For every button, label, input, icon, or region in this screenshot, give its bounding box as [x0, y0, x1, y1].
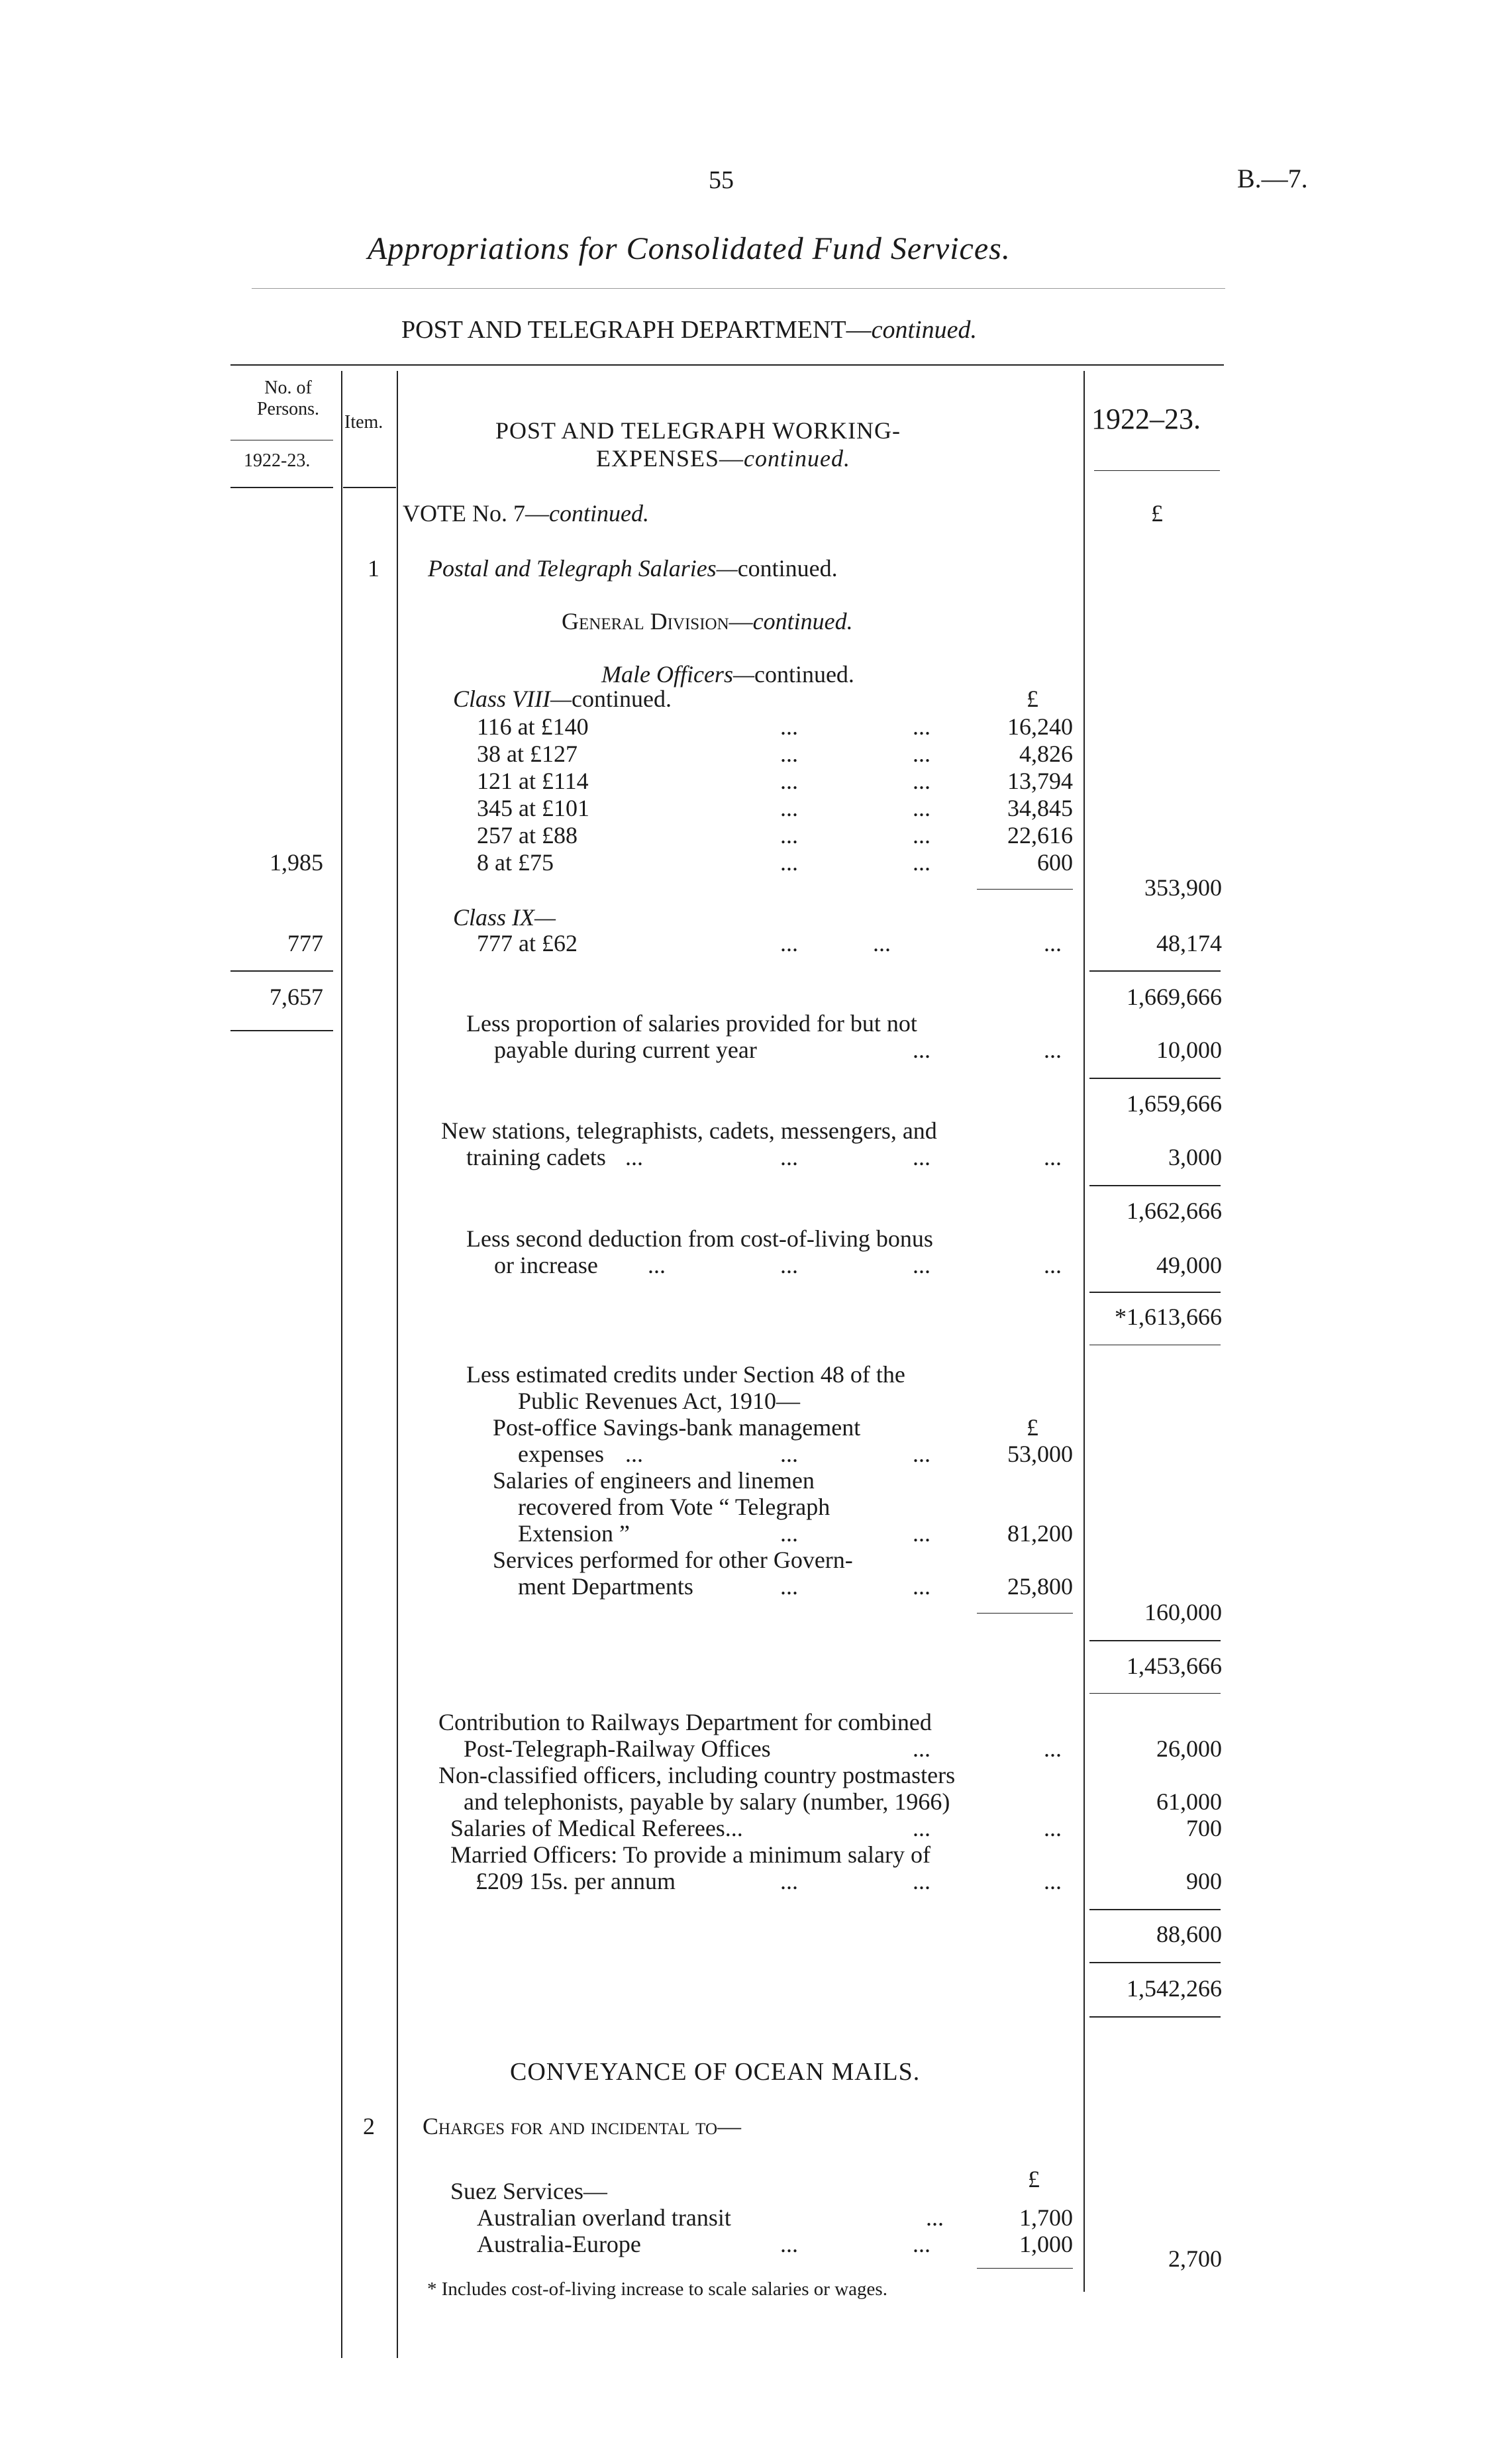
- persons-column-rule: [341, 371, 342, 2358]
- credits-line1: Less estimated credits under Section 48 of the: [466, 1361, 905, 1388]
- total-persons: 7,657: [270, 984, 323, 1010]
- total-5: 1,453,666: [1127, 1653, 1222, 1679]
- leader-dots: ...: [913, 1573, 931, 1600]
- leader-dots: ...: [780, 1520, 798, 1547]
- medical-referees-amount: 700: [1186, 1815, 1222, 1841]
- contribution-line1: Contribution to Railways Department for combined: [438, 1709, 932, 1735]
- leader-dots: ...: [913, 1252, 931, 1278]
- class-8-main: Class VIII—: [453, 686, 572, 712]
- amount-total-rule-7: [1089, 1693, 1221, 1694]
- credit-a-line2: expenses: [518, 1441, 604, 1467]
- amount-total-rule-6: [1089, 1640, 1221, 1641]
- leader-dots: ...: [780, 795, 798, 821]
- class-8-total: 353,900: [1144, 874, 1222, 901]
- leader-dots: ...: [926, 2204, 944, 2231]
- total-3: 1,662,666: [1127, 1198, 1222, 1224]
- credit-c-line1: Services performed for other Govern-: [493, 1547, 853, 1573]
- leader-dots: ...: [1044, 930, 1062, 956]
- less-proportion-line2: payable during current year: [494, 1037, 757, 1063]
- ocean-row-amount: 1,700: [1019, 2204, 1073, 2231]
- leader-dots: ...: [780, 930, 798, 956]
- medical-referees: Salaries of Medical Referees...: [450, 1815, 743, 1841]
- class-8-row-amount: 4,826: [1019, 741, 1073, 767]
- credit-a-line1: Post-office Savings-bank management: [493, 1414, 861, 1441]
- class-9-total: 48,174: [1156, 930, 1222, 956]
- contribution-amount: 26,000: [1156, 1735, 1222, 1762]
- item-column-rule: [397, 371, 398, 2358]
- leader-dots: ...: [625, 1441, 643, 1467]
- leader-dots: ...: [913, 1144, 931, 1170]
- leader-dots: ...: [913, 849, 931, 876]
- new-stations-line1: New stations, telegraphists, cadets, messengers, and: [441, 1117, 937, 1144]
- leader-dots: ...: [780, 849, 798, 876]
- leader-dots: ...: [913, 795, 931, 821]
- vote-main: VOTE No. 7—: [403, 500, 549, 527]
- leader-dots: ...: [780, 1573, 798, 1600]
- ocean-row-label: Australia-Europe: [477, 2231, 641, 2257]
- leader-dots: ...: [648, 1252, 666, 1278]
- leader-dots: ...: [873, 930, 891, 956]
- male-officers-cont: continued.: [754, 661, 854, 688]
- leader-dots: ...: [1044, 1868, 1062, 1894]
- suez-services: Suez Services—: [450, 2178, 607, 2204]
- leader-dots: ...: [913, 1037, 931, 1063]
- credit-c-amount: 25,800: [1007, 1573, 1073, 1600]
- leader-dots: ...: [1044, 1735, 1062, 1762]
- additional-subtotal: 88,600: [1156, 1921, 1222, 1947]
- leader-dots: ...: [913, 713, 931, 740]
- less-second-amount: 49,000: [1156, 1252, 1222, 1278]
- department-continued: continued.: [871, 316, 977, 344]
- leader-dots: ...: [780, 768, 798, 794]
- ocean-total: 2,700: [1168, 2245, 1222, 2272]
- male-officers-main: Male Officers—: [601, 661, 754, 688]
- ocean-pound-sign: £: [1028, 2166, 1040, 2192]
- leader-dots: ...: [780, 822, 798, 848]
- leader-dots: ...: [1044, 1037, 1062, 1063]
- total-2: 1,659,666: [1127, 1090, 1222, 1117]
- section-heading-line2: [596, 445, 850, 472]
- vote-cont: continued.: [548, 500, 649, 527]
- general-division: [562, 608, 853, 635]
- amount-total-rule-3: [1089, 1185, 1221, 1186]
- item-1-title: [428, 555, 838, 582]
- non-classified-amount: 61,000: [1156, 1788, 1222, 1815]
- ocean-subtotal-rule: [977, 2268, 1073, 2269]
- class-9-heading: Class IX—: [453, 904, 556, 931]
- item-2-number: 2: [363, 2113, 375, 2139]
- leader-dots: ...: [780, 1868, 798, 1894]
- persons-header: No. of Persons.: [256, 378, 320, 419]
- new-stations-line2: training cadets: [466, 1144, 606, 1170]
- class-8-pound-sign: £: [1027, 686, 1038, 712]
- class-8-row-amount: 34,845: [1007, 795, 1073, 821]
- ocean-row-label: Australian overland transit: [477, 2204, 731, 2231]
- leader-dots: ...: [913, 1520, 931, 1547]
- vote-label: [403, 500, 649, 527]
- new-stations-amount: 3,000: [1168, 1144, 1222, 1170]
- total-4: *1,613,666: [1115, 1304, 1222, 1330]
- charges-heading: Charges for and incidental to—: [423, 2113, 742, 2139]
- contribution-line2: Post-Telegraph-Railway Offices: [464, 1735, 771, 1762]
- amount-total-rule-9: [1089, 1962, 1221, 1963]
- item-1-title-main: Postal and Telegraph Salaries—: [428, 555, 738, 582]
- class-8-row-amount: 16,240: [1007, 713, 1073, 740]
- leader-dots: ...: [1044, 1815, 1062, 1841]
- credit-b-line2: recovered from Vote “ Telegraph: [518, 1494, 830, 1520]
- male-officers: [601, 661, 854, 688]
- leader-dots: ...: [913, 822, 931, 848]
- leader-dots: ...: [780, 1144, 798, 1170]
- less-second-line2: or increase: [494, 1252, 598, 1278]
- item-header: Item.: [344, 412, 383, 433]
- table-top-rule: [230, 364, 1224, 366]
- item-1-number: 1: [368, 555, 379, 582]
- class-8-row-amount: 22,616: [1007, 822, 1073, 848]
- item-header-bottom: [343, 487, 396, 488]
- credit-c-line2: ment Departments: [518, 1573, 693, 1600]
- class-8-row-amount: 600: [1037, 849, 1073, 876]
- section-heading-main: EXPENSES—: [596, 445, 744, 472]
- class-8-row-label: 257 at £88: [477, 822, 578, 848]
- less-proportion-amount: 10,000: [1156, 1037, 1222, 1063]
- class-8-persons: 1,985: [270, 849, 323, 876]
- amount-total-rule-10: [1089, 2016, 1221, 2018]
- less-second-line1: Less second deduction from cost-of-living bonus: [466, 1225, 933, 1252]
- department-heading: [401, 315, 977, 344]
- leader-dots: ...: [780, 741, 798, 767]
- persons-bottom-rule: [230, 1030, 333, 1031]
- ocean-mails-heading: CONVEYANCE OF OCEAN MAILS.: [510, 2058, 921, 2086]
- married-officers-line2: £209 15s. per annum: [476, 1868, 676, 1894]
- amount-total-rule-8: [1089, 1909, 1221, 1910]
- leader-dots: ...: [780, 713, 798, 740]
- class-8-row-label: 38 at £127: [477, 741, 578, 767]
- less-proportion-line1: Less proportion of salaries provided for but not: [466, 1010, 917, 1037]
- amount-pound-sign: £: [1151, 500, 1163, 527]
- class-8-heading: [453, 686, 672, 712]
- credit-b-amount: 81,200: [1007, 1520, 1073, 1547]
- class-8-row-label: 8 at £75: [477, 849, 554, 876]
- credits-subtotal-rule: [977, 1613, 1073, 1614]
- amount-year-header: 1922–23.: [1091, 403, 1201, 435]
- non-classified-line2: and telephonists, payable by salary (number, 1966): [464, 1788, 950, 1815]
- married-officers-line1: Married Officers: To provide a minimum salary of: [450, 1841, 931, 1868]
- credit-a-amount: 53,000: [1007, 1441, 1073, 1467]
- leader-dots: ...: [913, 1815, 931, 1841]
- ocean-row-amount: 1,000: [1019, 2231, 1073, 2257]
- title-rule: [252, 288, 1225, 289]
- general-division-main: General Division—: [562, 608, 753, 635]
- credits-total: 160,000: [1144, 1599, 1222, 1625]
- footnote: * Includes cost-of-living increase to scale salaries or wages.: [427, 2279, 887, 2300]
- section-heading-line1: POST AND TELEGRAPH WORKING-: [495, 417, 901, 444]
- section-heading-cont: continued.: [744, 445, 850, 472]
- grand-total: 1,542,266: [1127, 1975, 1222, 2002]
- leader-dots: ...: [913, 2231, 931, 2257]
- amount-header-rule: [1094, 470, 1220, 471]
- amount-column-rule: [1083, 371, 1085, 2292]
- leader-dots: ...: [913, 1868, 931, 1894]
- leader-dots: ...: [780, 1252, 798, 1278]
- credits-pound-sign: £: [1027, 1414, 1038, 1441]
- leader-dots: ...: [780, 1441, 798, 1467]
- persons-total-rule: [230, 970, 333, 972]
- leader-dots: ...: [780, 2231, 798, 2257]
- page-title: Appropriations for Consolidated Fund Services.: [368, 231, 1011, 266]
- class-8-row-label: 116 at £140: [477, 713, 589, 740]
- class-8-row-amount: 13,794: [1007, 768, 1073, 794]
- credit-b-line3: Extension ”: [518, 1520, 630, 1547]
- amount-total-rule-1: [1089, 970, 1221, 972]
- general-division-cont: continued.: [752, 608, 853, 635]
- total-1: 1,669,666: [1127, 984, 1222, 1010]
- credit-b-line1: Salaries of engineers and linemen: [493, 1467, 815, 1494]
- leader-dots: ...: [913, 768, 931, 794]
- class-9-persons: 777: [287, 930, 323, 956]
- leader-dots: ...: [913, 1735, 931, 1762]
- class-8-row-label: 345 at £101: [477, 795, 589, 821]
- credits-line2: Public Revenues Act, 1910—: [518, 1388, 800, 1414]
- item-1-title-cont: continued.: [737, 555, 838, 582]
- class-9-row-label: 777 at £62: [477, 930, 578, 956]
- amount-total-rule-4: [1089, 1292, 1221, 1293]
- department-name: POST AND TELEGRAPH DEPARTMENT—: [401, 316, 872, 344]
- amount-total-rule-2: [1089, 1078, 1221, 1079]
- persons-year: 1922-23.: [244, 450, 311, 471]
- leader-dots: ...: [913, 1441, 931, 1467]
- married-officers-amount: 900: [1186, 1868, 1222, 1894]
- class-8-subtotal-rule: [977, 889, 1073, 890]
- leader-dots: ...: [625, 1144, 643, 1170]
- non-classified-line1: Non-classified officers, including country postmasters: [438, 1762, 956, 1788]
- class-8-row-label: 121 at £114: [477, 768, 589, 794]
- page-number: 55: [709, 166, 734, 194]
- leader-dots: ...: [1044, 1144, 1062, 1170]
- leader-dots: ...: [1044, 1252, 1062, 1278]
- persons-header-bottom: [230, 487, 333, 488]
- document-reference: B.—7.: [1237, 164, 1308, 193]
- class-8-cont: continued.: [572, 686, 672, 712]
- leader-dots: ...: [913, 741, 931, 767]
